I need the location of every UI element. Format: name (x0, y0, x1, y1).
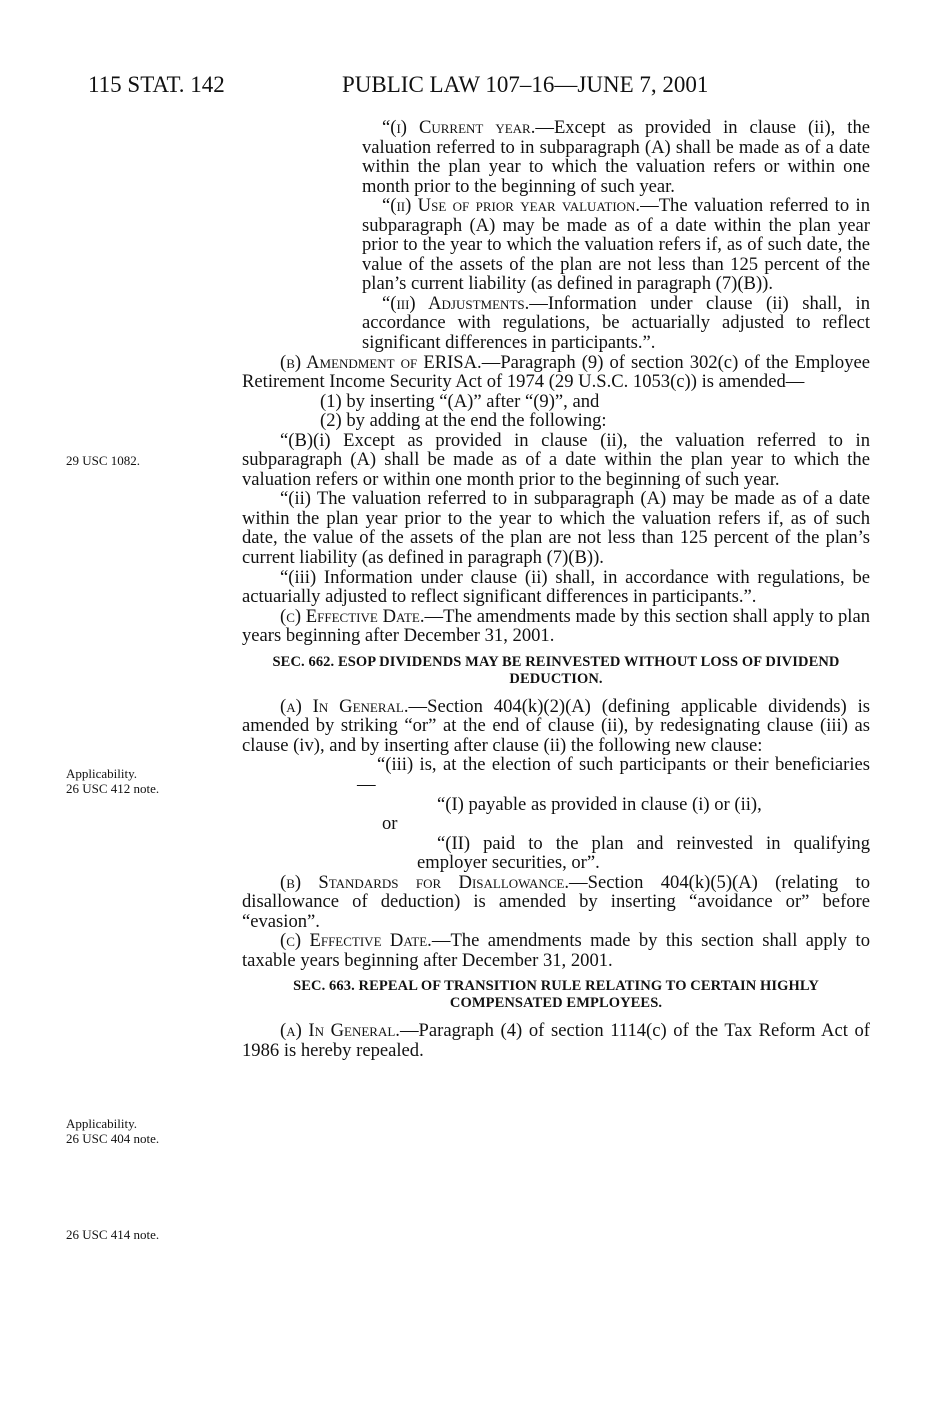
margin-note-applicability-404 (66, 1116, 226, 1146)
clause-i-current-year: “(i) Current year.—Except as provided in clause (ii), the valuation referred to in subparagraph (A) shall be made as of a date within the plan year to which the valuation refers or within one month prior to the beginning of such year. (362, 117, 870, 197)
clause-ii-prior-year-valuation: “(ii) Use of prior year valuation.—The valuation referred to in subparagraph (A) may be made as of a date within the plan year prior to the year to which the valuation refers if, as of such date, the value of the assets of the plan are not less than 125 percent of the plan’s current liability (as defined in paragraph (7)(B)). (362, 195, 870, 295)
margin-note-applicability-412 (66, 766, 226, 796)
page-number: 115 STAT. 142 (88, 72, 225, 97)
sec662-subsection-c: (c) Effective Date.—The amendments made by this section shall apply to taxable years beginning after December 31, 2001. (242, 930, 870, 971)
subclause-II: “(II) paid to the plan and reinvested in qualifying employer securities, or”. (417, 832, 870, 874)
paragraph-2: (2) by adding at the end the following: (320, 410, 607, 432)
section-662-heading: SEC. 662. ESOP DIVIDENDS MAY BE REINVESTED WITHOUT LOSS OF DIVIDEND DEDUCTION. (272, 653, 840, 687)
running-title: PUBLIC LAW 107–16—JUNE 7, 2001 (342, 72, 709, 97)
margin-note-29-usc-1082 (66, 453, 226, 468)
subsection-c-effective-date: (c) Effective Date.—The amendments made by this section shall apply to plan years beginning after December 31, 2001. (242, 605, 871, 647)
margin-note-line: Applicability. (66, 1116, 138, 1131)
paragraph-1: (1) by inserting “(A)” after “(9)”, and (320, 390, 600, 412)
section-663-heading: SEC. 663. REPEAL OF TRANSITION RULE RELATING TO CERTAIN HIGHLY COMPENSATED EMPLOYEES. (293, 978, 819, 1012)
new-clause-iii: “(iii) is, at the election of such participants or their beneficiaries— (357, 754, 870, 795)
inserted-clause-iii: “(iii) Information under clause (ii) shall, in accordance with regulations, be actuarially adjusted to reflect significant differences in participants.”. (242, 566, 870, 608)
sec662-subsection-b: (b) Standards for Disallowance.—Section 404(k)(5)(A) (relating to disallowance of deduction) is amended by inserting “avoidance or” before “evasion”. (242, 871, 870, 932)
subsection-b-amendment-of-erisa: (b) Amendment of ERISA.—Paragraph (9) of section 302(c) of the Employee Retirement Income Security Act of 1974 (29 U.S.C. 1053(c)) is amended— (242, 351, 870, 393)
sec662-subsection-a: (a) In General.—Section 404(k)(2)(A) (defining applicable dividends) is amended by striking “or” at the end of clause (ii), by redesignating clause (iii) as clause (iv), and by inserting after clause (ii) the following new clause: (242, 695, 870, 756)
clause-iii-adjustments: “(iii) Adjustments.—Information under clause (ii) shall, in accordance with regulations, be actuarially adjusted to reflect significant differences in participants.”. (362, 292, 870, 354)
subclause-or: or (382, 813, 398, 835)
inserted-clause-b-i: “(B)(i) Except as provided in clause (ii), the valuation referred to in subparagraph (A) shall be made as of a date within the plan year to which the valuation refers or within one month prior to the beginning of such year. (242, 429, 870, 490)
margin-note-line: 26 USC 404 note. (66, 1131, 160, 1146)
margin-note-26-usc-414 (66, 1227, 226, 1242)
inserted-clause-ii: “(ii) The valuation referred to in subparagraph (A) may be made as of a date within the plan year prior to the year to which the valuation refers if, as of such date, the value of the assets of the plan are not less than 125 percent of the plan’s current liability (as defined in paragraph (7)(B)). (242, 488, 870, 569)
margin-note-line: 29 USC 1082. (66, 453, 141, 468)
statute-body (242, 118, 870, 1061)
page-header (88, 72, 878, 102)
sec663-subsection-a: (a) In General.—Paragraph (4) of section 1114(c) of the Tax Reform Act of 1986 is hereby repealed. (242, 1020, 870, 1061)
margin-note-line: 26 USC 412 note. (66, 781, 160, 796)
subclause-I: “(I) payable as provided in clause (i) or (ii), (437, 793, 762, 815)
margin-note-line: 26 USC 414 note. (66, 1227, 160, 1242)
margin-note-line: Applicability. (66, 766, 138, 781)
